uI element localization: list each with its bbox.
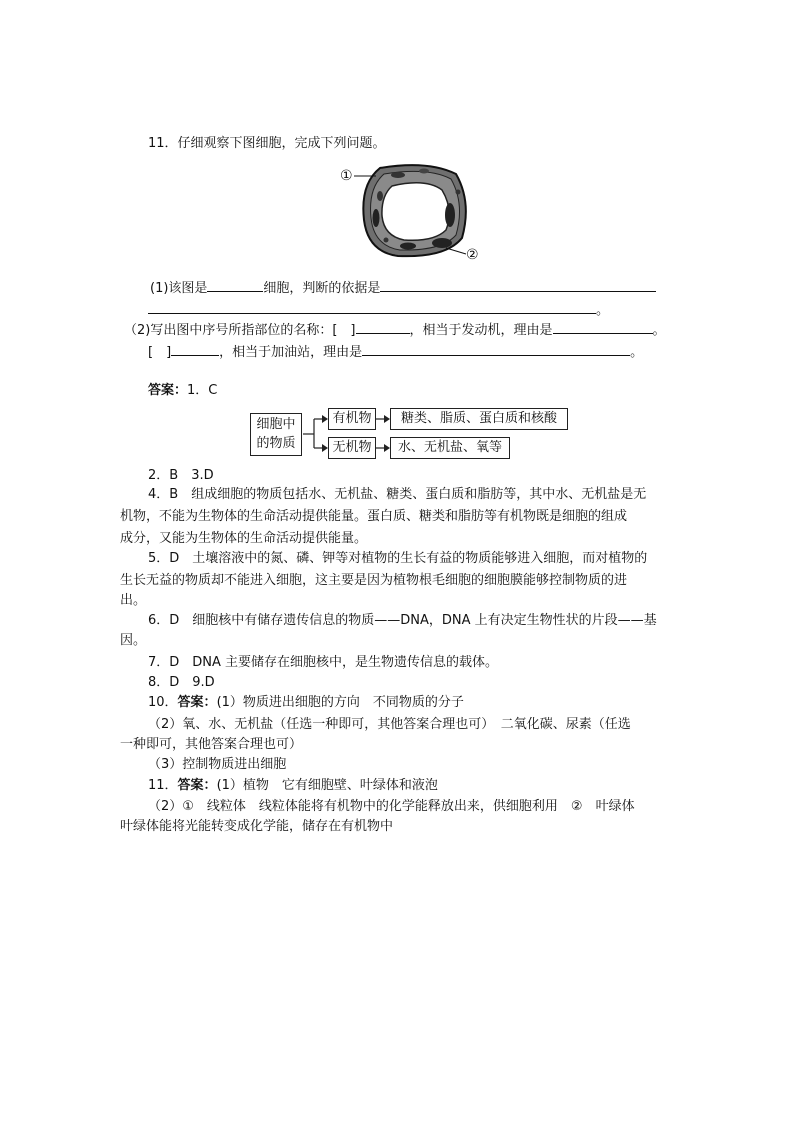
chloroplast — [400, 243, 416, 250]
q11-part3-end: 。 — [630, 345, 644, 360]
blank-reason-engine[interactable] — [553, 320, 653, 334]
answer-11-line1 — [148, 777, 438, 795]
diagram-root-line1: 细胞中 — [256, 417, 296, 432]
diagram-organic-box: 有机物 — [328, 408, 376, 430]
answer-line-1 — [148, 382, 217, 400]
answer-4-line3: 成分，又能为生物体的生命活动提供能量。 — [120, 531, 368, 546]
answer-10-part1: (1）物质进出细胞的方向 不同物质的分子 — [216, 695, 464, 710]
answers-heading: 答案： — [148, 383, 188, 398]
chloroplast — [391, 172, 405, 178]
mitochondrion — [419, 169, 429, 174]
answer-8-9: 8．D 9.D — [148, 675, 215, 690]
blank-part-name-1[interactable] — [356, 320, 410, 334]
q11-part3-line — [148, 342, 643, 362]
q11-part2-mid: ，相当于发动机，理由是 — [409, 323, 553, 338]
answer-10-label: 答案： — [177, 695, 217, 710]
answer-11-part2-line1: （2）① 线粒体 线粒体能将有机物中的化学能释放出来，供细胞利用 ② 叶绿体 — [148, 799, 635, 814]
answer-1: 1．C — [187, 383, 218, 398]
q11-part3-mid: ，相当于加油站，理由是 — [219, 345, 363, 360]
diagram-root-line2: 的物质 — [256, 436, 296, 451]
answer-6-line2: 因。 — [120, 633, 147, 648]
answer-10-part2-line2: 一种即可，其他答案合理也可） — [120, 737, 303, 752]
q11-part3-prefix: [ ] — [148, 345, 172, 360]
chloroplast — [445, 203, 455, 227]
answer-10-part2-line1: （2）氧、水、无机盐（任选一种即可，其他答案合理也可） 二氧化碳、尿素（任选 — [148, 717, 631, 732]
q11-part2-line — [124, 320, 666, 340]
answer-5-line2: 生长无益的物质却不能进入细胞，这主要是因为植物根毛细胞的细胞膜能够控制物质的进 — [120, 573, 628, 588]
blank-reason-fuel[interactable] — [362, 342, 630, 356]
answer-2-3: 2．B 3.D — [148, 468, 214, 483]
q11-part1-cont — [148, 300, 609, 320]
answer-4-line2: 机物，不能为生物体的生命活动提供能量。蛋白质、糖类和脂肪等有机物既是细胞的组成 — [120, 509, 628, 524]
diagram-inorganic-items-box: 水、无机盐、氧等 — [390, 437, 510, 459]
answer-11-part2-line2: 叶绿体能将光能转变成化学能，储存在有机物中 — [120, 819, 394, 834]
answer-6-line1: 6．D 细胞核中有储存遗传信息的物质——DNA，DNA 上有决定生物性状的片段——基 — [148, 613, 657, 628]
question-11-title: 11．仔细观察下图细胞，完成下列问题。 — [148, 136, 386, 151]
q11-part2-end: 。 — [652, 323, 666, 338]
q11-part1-mid: 细胞，判断的依据是 — [263, 281, 381, 296]
mitochondrion — [377, 191, 383, 201]
q11-part2-prefix: （2)写出图中序号所指部位的名称：[ ] — [124, 323, 356, 338]
answer-10-part3: （3）控制物质进出细胞 — [148, 757, 287, 772]
answer-11-part1: (1）植物 它有细胞壁、叶绿体和液泡 — [216, 778, 438, 793]
q11-part1-prefix: (1)该图是 — [150, 281, 208, 296]
answer-7: 7．D DNA 主要储存在细胞核中，是生物遗传信息的载体。 — [148, 655, 499, 670]
substance-classification-diagram — [250, 405, 570, 463]
chloroplast — [432, 238, 452, 248]
blank-reason-cont[interactable] — [148, 300, 596, 314]
label-2: ② — [466, 247, 479, 262]
q11-part1-end: 。 — [596, 303, 610, 318]
blank-reason[interactable] — [380, 278, 656, 292]
answer-10-line1 — [148, 694, 464, 712]
vacuole — [382, 183, 449, 240]
q11-part1-line — [150, 278, 656, 298]
answer-5-line1: 5．D 土壤溶液中的氮、磷、钾等对植物的生长有益的物质能够进入细胞，而对植物的 — [148, 551, 648, 566]
blank-cell-type[interactable] — [207, 278, 263, 292]
plant-cell-figure — [338, 160, 488, 262]
blank-part-name-2[interactable] — [171, 342, 219, 356]
answer-4-line1: 4．B 组成细胞的物质包括水、无机盐、糖类、蛋白质和脂肪等，其中水、无机盐是无 — [148, 487, 647, 502]
answer-11-number: 11． — [148, 778, 178, 793]
answer-10-number: 10． — [148, 695, 178, 710]
label-1: ① — [340, 168, 353, 184]
answer-5-line3: 出。 — [120, 593, 147, 608]
answer-11-label: 答案： — [177, 778, 217, 793]
chloroplast — [373, 209, 380, 227]
diagram-organic-items-box: 糖类、脂质、蛋白质和核酸 — [390, 408, 568, 430]
diagram-inorganic-box: 无机物 — [328, 437, 376, 459]
